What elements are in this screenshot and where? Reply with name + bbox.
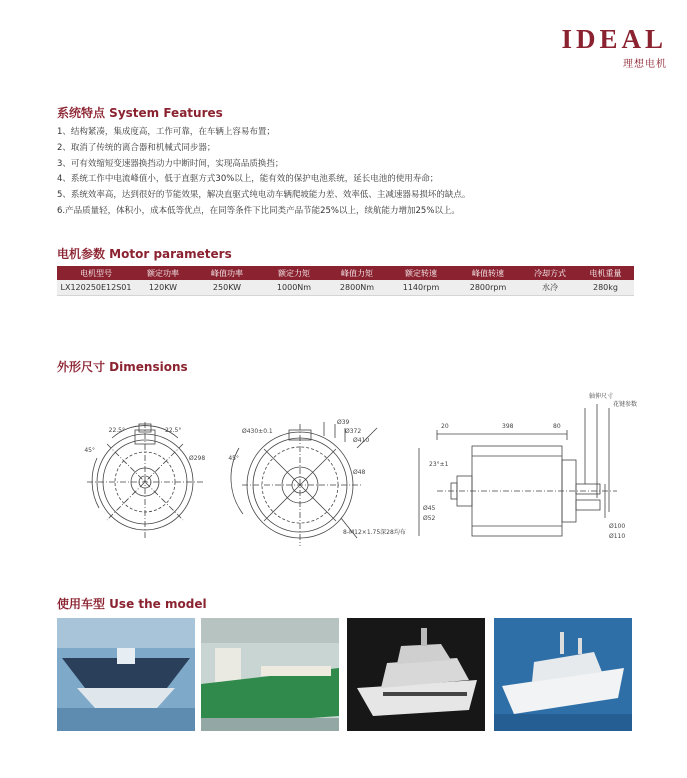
- mid-angle: 45°: [228, 455, 239, 462]
- brand-logo: [561, 24, 667, 70]
- front-dia: Ø298: [189, 455, 206, 462]
- mid-holes: 8-M12×1.75深28均布: [343, 529, 406, 536]
- side-len2: 80: [553, 423, 561, 430]
- features-title: 系统特点 System Features: [57, 106, 223, 120]
- mid-r2: Ø372: [345, 428, 362, 435]
- data-cell: 水冷: [523, 280, 577, 296]
- feature-item: 3、可有效缩短变速器换挡动力中断时间，实现高品质换挡；: [57, 158, 284, 169]
- feature-item: 2、取消了传统的离合器和机械式同步器；: [57, 142, 216, 153]
- mid-r4: Ø48: [353, 469, 366, 476]
- data-cell: 250KW: [191, 280, 263, 296]
- data-cell: 1140rpm: [389, 280, 453, 296]
- header-cell: 电机重量: [577, 266, 634, 280]
- params-table: [57, 266, 634, 296]
- front-view-drawing: [87, 422, 206, 540]
- dimension-drawings: [57, 388, 667, 558]
- front-angle: 45°: [84, 447, 95, 454]
- data-cell: 280kg: [577, 280, 634, 296]
- dimensions-title: 外形尺寸 Dimensions: [57, 360, 188, 374]
- header-cell: 峰值功率: [191, 266, 263, 280]
- logo-wordmark: IDEAL: [561, 24, 667, 54]
- header-cell: 电机型号: [57, 266, 135, 280]
- params-header-row: [57, 266, 634, 280]
- side-label3: Ø100: [609, 523, 626, 530]
- side-len: 398: [502, 423, 514, 430]
- logo-chinese: 理想电机: [623, 59, 667, 70]
- solar-catamaran-photo: [57, 618, 195, 731]
- params-title: 电机参数 Motor parameters: [57, 247, 232, 261]
- feature-item: 1、结构紧凑，集成度高，工作可靠，在车辆上容易布置；: [57, 127, 275, 137]
- front-dim-right: 22.5°: [165, 427, 182, 434]
- mid-r1: Ø39: [337, 419, 350, 426]
- feature-item: 5、系统效率高，达到很好的节能效果，解决直驱式纯电动车辆爬坡能力差、效率低、主减速器易损坏的缺点。: [57, 190, 471, 201]
- data-cell: 2800rpm: [453, 280, 523, 296]
- data-cell: 1000Nm: [263, 280, 325, 296]
- data-cell: LX120250E12S01: [57, 280, 135, 296]
- features-list: [57, 125, 657, 220]
- luxury-yacht-photo: [347, 618, 485, 731]
- side-v1: Ø45: [423, 505, 436, 512]
- params-data-row: [57, 280, 634, 296]
- models-title: 使用车型 Use the model: [57, 597, 207, 611]
- front-dim-left: 22.5°: [108, 427, 125, 434]
- side-label2: 花键参数: [613, 401, 638, 408]
- header-cell: 冷却方式: [523, 266, 577, 280]
- side-label4: Ø110: [609, 533, 626, 540]
- side-view-drawing: [419, 404, 617, 536]
- data-cell: 2800Nm: [325, 280, 389, 296]
- feature-item: 4、系统工作中电流峰值小，低于直驱方式30%以上，能有效的保护电池系统，延长电池的使用寿命；: [57, 174, 439, 185]
- mid-r3: Ø410: [353, 437, 370, 444]
- side-label1: 轴伸尺寸: [589, 393, 614, 400]
- header-cell: 额定功率: [135, 266, 191, 280]
- header-cell: 额定力矩: [263, 266, 325, 280]
- side-h1: 23°±1: [429, 461, 449, 468]
- white-ship-photo: [494, 618, 632, 731]
- green-cargo-boat-photo: [201, 618, 339, 731]
- side-v2: Ø52: [423, 515, 436, 522]
- mid-dia-top: Ø430±0.1: [242, 428, 273, 435]
- header-cell: 峰值力矩: [325, 266, 389, 280]
- header-cell: 峰值转速: [453, 266, 523, 280]
- feature-item: 6.产品质量轻，体积小，成本低等优点，在同等条件下比同类产品节能25%以上，续航能力增加25%以上。: [57, 205, 460, 216]
- data-cell: 120KW: [135, 280, 191, 296]
- side-off: 20: [441, 423, 449, 430]
- header-cell: 额定转速: [389, 266, 453, 280]
